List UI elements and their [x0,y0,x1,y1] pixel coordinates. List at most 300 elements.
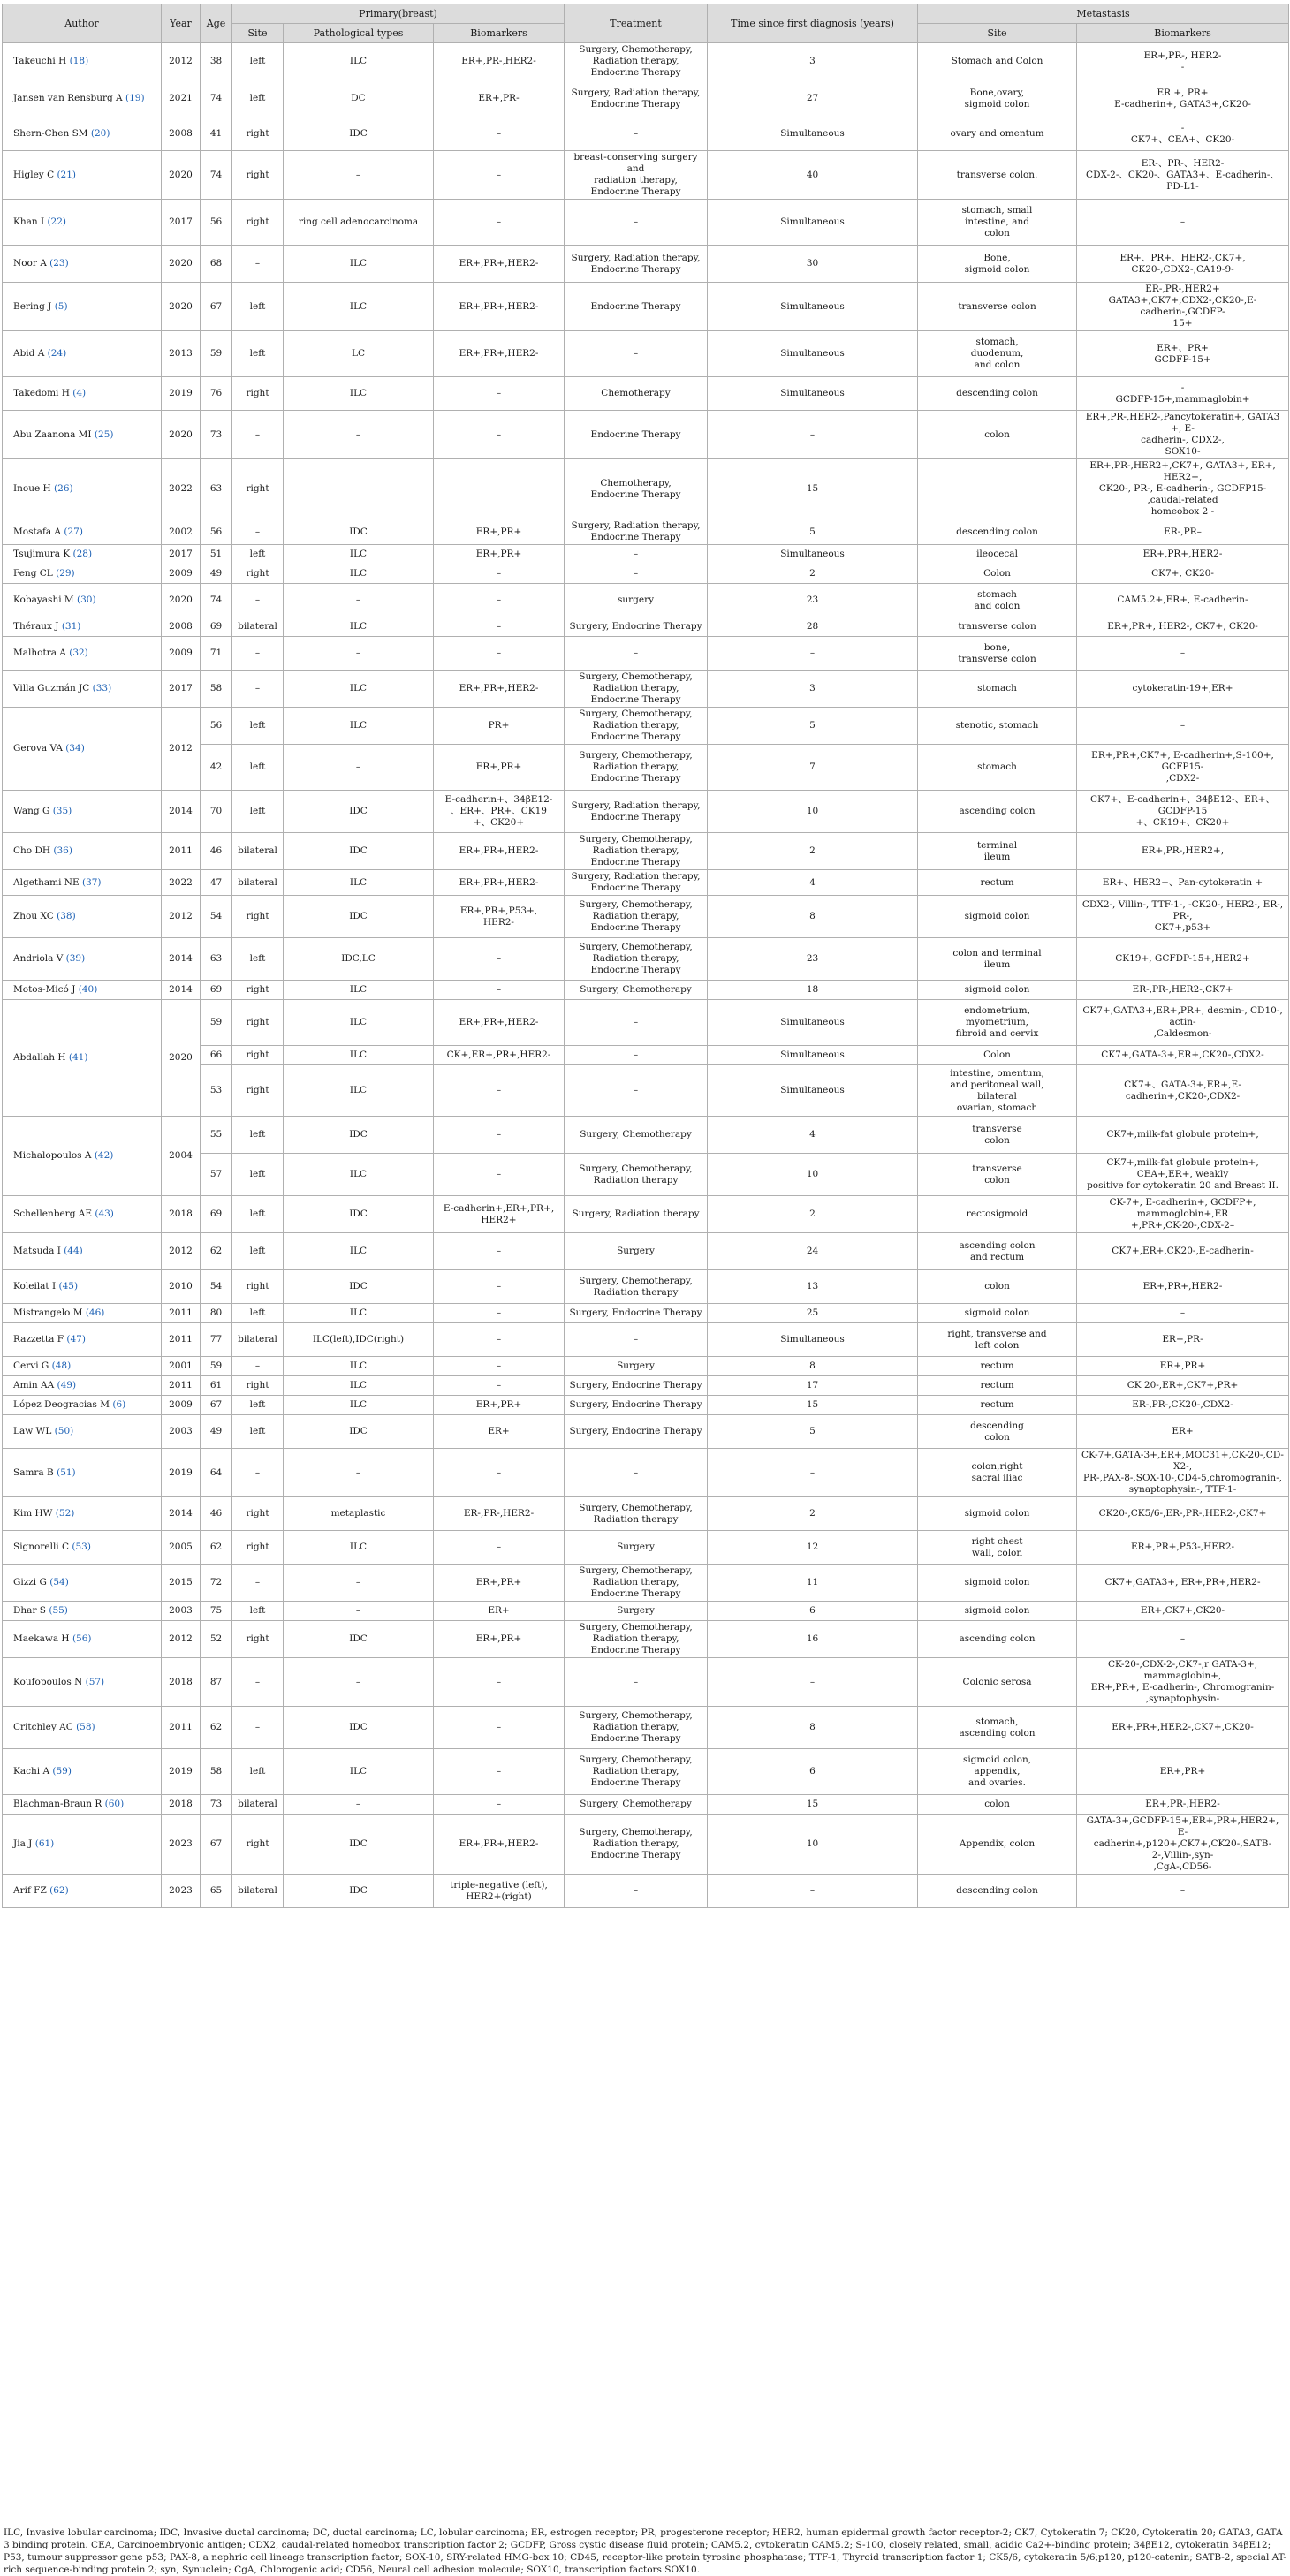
primary-site-cell: right [232,1621,284,1658]
metastasis-site-cell: sigmoid colon [918,1565,1077,1602]
pathological-type-cell: DC [284,80,434,117]
table-row [3,1376,1289,1396]
metastasis-biomarkers-cell: – [1077,200,1289,246]
reference-link[interactable]: (55) [49,1605,68,1616]
author-cell [3,833,162,870]
reference-link[interactable]: (62) [49,1885,69,1896]
treatment-cell: Surgery, Chemotherapy, Radiation therapy, Endocrine Therapy [565,1815,708,1875]
author-name: Cho DH [13,845,54,856]
author-name: Koufopoulos N [13,1676,86,1687]
metastasis-biomarkers-cell: ER-、PR-、HER2- CDX-2-、CK20-、GATA3+、E-cadherin-、 PD-L1- [1077,151,1289,200]
reference-link[interactable]: (52) [55,1508,75,1519]
time-since-diagnosis-cell: 18 [708,981,918,1000]
author-name: Schellenberg AE [13,1208,95,1219]
reference-link[interactable]: (25) [94,428,114,440]
author-cell [3,459,162,519]
primary-site-cell: right [232,151,284,200]
primary-biomarkers-cell: PR+ [434,708,565,745]
metastasis-site-cell: Colonic serosa [918,1658,1077,1707]
metastasis-biomarkers-cell: ER+,PR-,HER2+,CK7+, GATA3+, ER+, HER2+, CK20-, PR-, E-cadherin-, GCDFP15- ,caudal-related homeobox 2 - [1077,459,1289,519]
metastasis-site-cell: colon [918,1795,1077,1815]
pathological-type-cell: ILC [284,1000,434,1046]
pathological-type-cell: – [284,637,434,671]
year-cell: 2012 [162,708,201,791]
table-row [3,283,1289,331]
year-cell: 2011 [162,1707,201,1749]
metastasis-site-cell: stenotic, stomach [918,708,1077,745]
metastasis-biomarkers-cell: ER+,PR-,HER2-,Pancytokeratin+, GATA3 +, E- cadherin-, CDX2-, SOX10- [1077,411,1289,459]
treatment-cell: Surgery [565,1357,708,1376]
metastasis-site-cell: colon and terminal ileum [918,938,1077,981]
reference-link[interactable]: (28) [72,549,93,559]
year-cell: 2011 [162,1323,201,1357]
primary-site-cell: – [232,246,284,283]
author-name: Algethami NE [13,876,82,888]
reference-link[interactable]: (23) [49,258,69,269]
primary-biomarkers-cell: ER+,PR+,HER2- [434,833,565,870]
pathological-type-cell: IDC [284,117,434,151]
metastasis-biomarkers-cell: ER+,PR+,P53-,HER2- [1077,1531,1289,1565]
time-since-diagnosis-cell: 2 [708,564,918,584]
table-row [3,617,1289,637]
metastasis-biomarkers-cell: ER+、HER2+、Pan-cytokeratin + [1077,870,1289,896]
author-cell [3,1531,162,1565]
primary-biomarkers-cell: ER+,PR+,HER2- [434,246,565,283]
author-cell [3,1707,162,1749]
treatment-cell: Surgery [565,1233,708,1270]
author-name: Malhotra A [13,648,70,658]
pathological-type-cell: – [284,1658,434,1707]
metastasis-site-cell: ileocecal [918,545,1077,564]
metastasis-biomarkers-cell: CK7+,milk-fat globule protein+, [1077,1117,1289,1154]
primary-site-cell: – [232,637,284,671]
author-cell [3,377,162,411]
reference-link[interactable]: (45) [58,1281,79,1292]
time-since-diagnosis-cell: Simultaneous [708,1065,918,1117]
primary-site-cell: left [232,1233,284,1270]
metastasis-biomarkers-cell: ER+,PR+,HER2-,CK7+,CK20- [1077,1707,1289,1749]
year-cell: 2019 [162,377,201,411]
author-name: Critchley AC [13,1722,77,1732]
author-cell [3,411,162,459]
time-since-diagnosis-cell: – [708,411,918,459]
primary-site-cell: left [232,545,284,564]
age-cell: 69 [201,981,232,1000]
primary-site-cell: right [232,1531,284,1565]
time-since-diagnosis-cell: 15 [708,459,918,519]
author-cell [3,151,162,200]
reference-link[interactable]: (21) [57,169,77,180]
reference-link[interactable]: (51) [57,1466,76,1478]
reference-link[interactable]: (18) [69,56,89,66]
author-name: Andriola V [13,953,66,964]
author-cell [3,1621,162,1658]
metastasis-biomarkers-cell: ER+,PR+ [1077,1357,1289,1376]
age-cell: 42 [201,745,232,791]
time-since-diagnosis-cell: – [708,1658,918,1707]
time-since-diagnosis-cell: 4 [708,870,918,896]
treatment-cell: surgery [565,584,708,617]
age-cell: 75 [201,1602,232,1621]
treatment-cell: Surgery, Radiation therapy, Endocrine Therapy [565,519,708,545]
reference-link[interactable]: (58) [76,1722,95,1732]
metastasis-site-cell: Stomach and Colon [918,43,1077,80]
time-since-diagnosis-cell: 2 [708,833,918,870]
author-cell [3,1602,162,1621]
metastasis-site-cell: ascending colon [918,1621,1077,1658]
metastasis-biomarkers-cell: CK7+,GATA3+, ER+,PR+,HER2- [1077,1565,1289,1602]
table-row [3,870,1289,896]
metastasis-site-cell: right, transverse and left colon [918,1323,1077,1357]
age-cell: 71 [201,637,232,671]
reference-link[interactable]: (26) [54,483,73,494]
primary-biomarkers-cell: – [434,981,565,1000]
author-name: Shern-Chen SM [13,128,91,139]
metastasis-biomarkers-cell: CK-20-,CDX-2-,CK7-,r GATA-3+, mammaglobin+, ER+,PR+, E-cadherin-, Chromogranin- ,synaptophysin- [1077,1658,1289,1707]
year-cell: 2020 [162,283,201,331]
reference-link[interactable]: (47) [66,1334,86,1345]
author-name: Michalopoulos A [13,1150,95,1161]
year-cell: 2009 [162,637,201,671]
age-cell: 63 [201,938,232,981]
metastasis-site-cell: Bone,ovary, sigmoid colon [918,80,1077,117]
time-since-diagnosis-cell: 24 [708,1233,918,1270]
metastasis-biomarkers-cell: ER+、PR+、HER2-,CK7+, CK20-,CDX2-,CA19-9- [1077,246,1289,283]
author-cell [3,617,162,637]
primary-biomarkers-cell: – [434,637,565,671]
author-cell [3,1357,162,1376]
metastasis-site-cell: transverse colon [918,1154,1077,1196]
metastasis-site-cell: terminal ileum [918,833,1077,870]
author-name: Kobayashi M [13,595,77,605]
reference-link[interactable]: (54) [49,1577,69,1587]
table-row [3,1304,1289,1323]
time-since-diagnosis-cell: 8 [708,896,918,938]
table-row [3,791,1289,833]
primary-site-cell: right [232,459,284,519]
year-cell: 2014 [162,938,201,981]
metastasis-biomarkers-cell: GATA-3+,GCDFP-15+,ER+,PR+,HER2+, E- cadherin+,p120+,CK7+,CK20-,SATB-2-,Villin-,syn- ,CgA-,CD56- [1077,1815,1289,1875]
metastasis-site-cell: stomach, duodenum, and colon [918,331,1077,377]
pathological-type-cell: – [284,1449,434,1497]
reference-link[interactable]: (20) [90,128,110,139]
pathological-type-cell: ILC [284,1154,434,1196]
author-name: López Deogracias M [13,1399,113,1410]
reference-link[interactable]: (49) [57,1380,77,1390]
table-row [3,1531,1289,1565]
primary-site-cell: – [232,1565,284,1602]
time-since-diagnosis-cell: 5 [708,1415,918,1449]
author-cell [3,1323,162,1357]
primary-biomarkers-cell [434,459,565,519]
author-name: Mostafa A [13,526,64,537]
reference-link[interactable]: (38) [57,911,76,921]
author-name: Motos-Micó J [13,984,79,995]
table-row [3,151,1289,200]
table-row [3,1658,1289,1707]
treatment-cell: Surgery, Chemotherapy, Radiation therapy, Endocrine Therapy [565,1621,708,1658]
author-cell [3,519,162,545]
metastasis-biomarkers-cell: ER+,PR-, HER2- - [1077,43,1289,80]
primary-biomarkers-cell: ER+,PR+ [434,1621,565,1658]
primary-biomarkers-cell: ER+,PR+,HER2- [434,1815,565,1875]
table-row [3,708,1289,745]
age-cell: 56 [201,708,232,745]
table-row [3,1396,1289,1415]
reference-link[interactable]: (40) [78,984,98,995]
table-row [3,1621,1289,1658]
reference-link[interactable]: (24) [47,348,67,359]
metastasis-biomarkers-cell: CAM5.2+,ER+, E-cadherin- [1077,584,1289,617]
reference-link[interactable]: (61) [34,1838,55,1849]
metastasis-biomarkers-cell: CK7+,GATA3+,ER+,PR+, desmin-, CD10-, actin- ,Caldesmon- [1077,1000,1289,1046]
table-row [3,637,1289,671]
table-row [3,1749,1289,1795]
treatment-cell: Surgery, Radiation therapy, Endocrine Therapy [565,791,708,833]
age-cell: 64 [201,1449,232,1497]
pathological-type-cell: ILC [284,246,434,283]
table-row [3,246,1289,283]
treatment-cell: Surgery [565,1531,708,1565]
year-cell: 2020 [162,246,201,283]
treatment-cell: Surgery, Endocrine Therapy [565,1304,708,1323]
time-since-diagnosis-cell: Simultaneous [708,1323,918,1357]
primary-biomarkers-cell: – [434,1323,565,1357]
reference-link[interactable]: (60) [104,1799,125,1809]
treatment-cell: Surgery, Endocrine Therapy [565,617,708,637]
metastasis-site-cell: colon,right sacral iliac [918,1449,1077,1497]
table-row [3,1270,1289,1304]
primary-site-cell: right [232,981,284,1000]
author-name: Kim HW [13,1508,56,1519]
pathological-type-cell: ILC [284,981,434,1000]
reference-link[interactable]: (48) [51,1360,72,1371]
metastasis-biomarkers-cell: ER+,PR- [1077,1323,1289,1357]
metastasis-site-cell: ascending colon [918,791,1077,833]
table-row [3,1449,1289,1497]
primary-site-cell: – [232,1449,284,1497]
table-row [3,1602,1289,1621]
treatment-cell: – [565,1449,708,1497]
pathological-type-cell: metaplastic [284,1497,434,1531]
reference-link[interactable]: (29) [56,568,75,579]
reference-link[interactable]: (6) [112,1399,126,1410]
author-name: Noor A [13,258,50,269]
pathological-type-cell: LC [284,331,434,377]
pathological-type-cell: ILC [284,1304,434,1323]
table-row [3,1875,1289,1908]
treatment-cell: Surgery, Chemotherapy, Radiation therapy, Endocrine Therapy [565,708,708,745]
year-cell: 2023 [162,1815,201,1875]
reference-link[interactable]: (37) [81,876,102,888]
time-since-diagnosis-cell: – [708,1449,918,1497]
time-since-diagnosis-cell: Simultaneous [708,1046,918,1065]
author-name: Abdallah H [13,1052,69,1063]
primary-biomarkers-cell: – [434,117,565,151]
metastasis-biomarkers-cell: CK20-,CK5/6-,ER-,PR-,HER2-,CK7+ [1077,1497,1289,1531]
time-since-diagnosis-cell: 27 [708,80,918,117]
age-cell: 59 [201,331,232,377]
metastasis-biomarkers-cell: ER+,PR-,HER2+, [1077,833,1289,870]
age-cell: 58 [201,1749,232,1795]
table-row [3,1117,1289,1154]
reference-link[interactable]: (34) [65,743,85,754]
table-row [3,938,1289,981]
table-row [3,1196,1289,1233]
pathological-type-cell: ILC [284,708,434,745]
age-cell: 65 [201,1875,232,1908]
pathological-type-cell: ILC [284,1233,434,1270]
metastasis-site-cell: Bone, sigmoid colon [918,246,1077,283]
primary-biomarkers-cell: ER+,PR+,HER2- [434,331,565,377]
reference-link[interactable]: (33) [92,683,112,693]
reference-link[interactable]: (4) [72,388,87,398]
reference-link[interactable]: (22) [47,216,67,227]
pathological-type-cell: ILC [284,1376,434,1396]
reference-link[interactable]: (53) [72,1542,91,1552]
metastasis-biomarkers-cell: CK7+、E-cadherin+、34βE12-、ER+、GCDFP-15 +、CK19+、CK20+ [1077,791,1289,833]
year-cell: 2019 [162,1449,201,1497]
year-cell: 2002 [162,519,201,545]
primary-site-cell: left [232,745,284,791]
reference-link[interactable]: (59) [52,1766,72,1777]
treatment-cell: – [565,117,708,151]
reference-link[interactable]: (19) [125,93,145,103]
time-since-diagnosis-cell: 15 [708,1795,918,1815]
metastasis-site-cell: descending colon [918,519,1077,545]
age-cell: 69 [201,617,232,637]
primary-site-cell: – [232,411,284,459]
table-row [3,1233,1289,1270]
reference-link[interactable]: (50) [54,1426,74,1436]
reference-link[interactable]: (57) [85,1676,105,1687]
reference-link[interactable]: (41) [68,1052,88,1063]
primary-site-cell: left [232,1304,284,1323]
author-cell [3,1497,162,1531]
author-name: Feng CL [13,568,57,579]
author-name: Dhar S [13,1605,49,1616]
author-name: Amin AA [13,1380,57,1390]
reference-link[interactable]: (36) [53,845,72,856]
reference-link[interactable]: (39) [65,953,86,964]
year-cell: 2022 [162,459,201,519]
metastasis-site-cell: endometrium, myometrium, fibroid and cervix [918,1000,1077,1046]
treatment-cell: breast-conserving surgery and radiation therapy, Endocrine Therapy [565,151,708,200]
treatment-cell: Surgery, Chemotherapy, Radiation therapy [565,1154,708,1196]
table-row [3,1000,1289,1046]
time-since-diagnosis-cell: 13 [708,1270,918,1304]
metastasis-biomarkers-cell: ER+,CK7+,CK20- [1077,1602,1289,1621]
age-cell: 57 [201,1154,232,1196]
primary-biomarkers-cell: – [434,1707,565,1749]
pathological-type-cell: – [284,745,434,791]
author-cell [3,671,162,708]
author-cell [3,981,162,1000]
table-row [3,43,1289,80]
author-name: Abid A [13,348,48,359]
reference-link[interactable]: (43) [95,1208,114,1219]
table-row [3,459,1289,519]
reference-link[interactable]: (31) [61,621,81,632]
primary-biomarkers-cell: – [434,411,565,459]
treatment-cell: – [565,564,708,584]
year-cell: 2011 [162,833,201,870]
author-name: Gerova VA [13,743,66,754]
age-cell: 67 [201,1396,232,1415]
primary-biomarkers-cell: E-cadherin+、34βE12- 、ER+、PR+、CK19 +、CK20+ [434,791,565,833]
author-cell [3,1815,162,1875]
primary-site-cell: left [232,1749,284,1795]
treatment-cell: Surgery, Endocrine Therapy [565,1396,708,1415]
reference-link[interactable]: (44) [64,1246,83,1256]
metastasis-biomarkers-cell: ER+,PR+,HER2- [1077,1270,1289,1304]
reference-link[interactable]: (5) [54,300,68,312]
age-cell: 51 [201,545,232,564]
reference-link[interactable]: (32) [69,648,88,658]
header-treatment: Treatment [565,4,708,43]
metastasis-biomarkers-cell: ER-,PR– [1077,519,1289,545]
table-row [3,1815,1289,1875]
primary-biomarkers-cell: – [434,151,565,200]
treatment-cell: Surgery, Chemotherapy, Radiation therapy, Endocrine Therapy [565,1565,708,1602]
metastasis-site-cell: sigmoid colon, appendix, and ovaries. [918,1749,1077,1795]
metastasis-site-cell: intestine, omentum, and peritoneal wall, bilateral ovarian, stomach [918,1065,1077,1117]
primary-site-cell: bilateral [232,833,284,870]
table-row [3,1357,1289,1376]
table-row [3,377,1289,411]
year-cell: 2018 [162,1196,201,1233]
age-cell: 52 [201,1621,232,1658]
primary-site-cell: left [232,938,284,981]
age-cell: 47 [201,870,232,896]
time-since-diagnosis-cell: 2 [708,1196,918,1233]
metastasis-biomarkers-cell: – [1077,1875,1289,1908]
reference-link[interactable]: (30) [77,595,96,605]
reference-link[interactable]: (27) [64,526,83,537]
primary-biomarkers-cell: – [434,1449,565,1497]
primary-site-cell: bilateral [232,1323,284,1357]
metastasis-site-cell: stomach [918,745,1077,791]
pathological-type-cell: IDC [284,519,434,545]
reference-link[interactable]: (35) [52,806,72,816]
primary-biomarkers-cell: ER+,PR+ [434,545,565,564]
age-cell: 69 [201,1196,232,1233]
primary-site-cell: – [232,1357,284,1376]
reference-link[interactable]: (46) [85,1307,105,1318]
metastasis-site-cell: transverse colon. [918,151,1077,200]
table-row [3,519,1289,545]
age-cell: 77 [201,1323,232,1357]
header-time-since-diagnosis: Time since first diagnosis (years) [708,4,918,43]
reference-link[interactable]: (42) [94,1150,114,1161]
age-cell: 59 [201,1000,232,1046]
primary-site-cell: – [232,671,284,708]
primary-biomarkers-cell: – [434,1117,565,1154]
treatment-cell: Surgery, Chemotherapy, Radiation therapy [565,1270,708,1304]
primary-biomarkers-cell: – [434,1233,565,1270]
author-cell [3,1449,162,1497]
author-name: Wang G [13,806,53,816]
author-cell [3,1415,162,1449]
year-cell: 2011 [162,1304,201,1323]
treatment-cell: – [565,1875,708,1908]
age-cell: 67 [201,1815,232,1875]
reference-link[interactable]: (56) [72,1633,92,1644]
author-name: Takedomi H [13,388,73,398]
primary-biomarkers-cell: – [434,1531,565,1565]
primary-site-cell: left [232,1196,284,1233]
primary-site-cell: right [232,896,284,938]
